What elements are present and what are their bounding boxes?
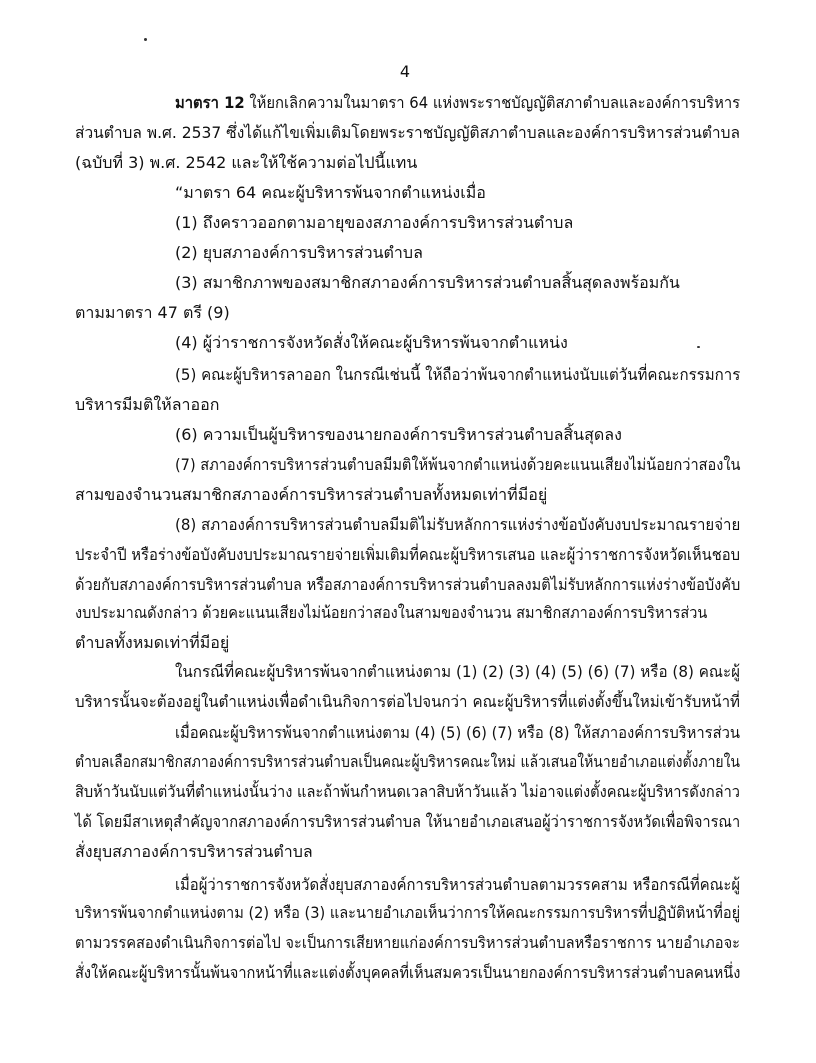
clause-8-line: งบประมาณดังกล่าว ด้วยคะแนนเสียงไม่น้อยกว่าสองในสามของจำนวน สมาชิกสภาองค์การบริหารส่วน <box>75 603 708 622</box>
intro-line-1-text: ให้ยกเลิกความในมาตรา 64 แห่งพระราชบัญญัติสภาตำบลและองค์การบริหาร <box>249 93 741 112</box>
scan-speck <box>144 38 147 41</box>
intro-line-1 <box>175 89 740 117</box>
paragraph-4-line: บริหารพ้นจากตำแหน่งตาม (2) หรือ (3) และนายอำเภอเห็นว่าการให้คณะกรรมการบริหารที่ปฏิบัติหน้าที่อยู่ <box>75 903 741 922</box>
paragraph-3-line: ตำบลเลือกสมาชิกสภาองค์การบริหารส่วนตำบลเป็นคณะผู้บริหารคณะใหม่ แล้วเสนอให้นายอำเภอแต่งตั้งภายใน <box>75 752 740 771</box>
section-12-label: มาตรา 12 <box>175 93 245 112</box>
clause-8-line: (8) สภาองค์การบริหารส่วนตำบลมีมติไม่รับหลักการแห่งร่างข้อบังคับงบประมาณรายจ่าย <box>175 515 741 534</box>
clause-8-line: ประจำปี หรือร่างข้อบังคับงบประมาณรายจ่ายเพิ่มเติมที่คณะผู้บริหารเสนอ และผู้ว่าราชการจังหวัดเห็นชอบ <box>75 545 741 564</box>
clause-8-line: ตำบลทั้งหมดเท่าที่มีอยู่ <box>75 633 230 652</box>
paragraph-4-line: สั่งให้คณะผู้บริหารนั้นพ้นจากหน้าที่และแต่งตั้งบุคคลที่เห็นสมควรเป็นนายกองค์การบริหารส่วนตำบลคนหนึ่ง <box>75 963 741 982</box>
clause-7-line: สามของจำนวนสมาชิกสภาองค์การบริหารส่วนตำบลทั้งหมดเท่าที่มีอยู่ <box>75 485 548 504</box>
clause-3-line: ตามมาตรา 47 ตรี (9) <box>75 303 230 322</box>
paragraph-2-line: บริหารนั้นจะต้องอยู่ในตำแหน่งเพื่อดำเนินกิจการต่อไปจนกว่า คณะผู้บริหารที่แต่งตั้งขึ้นใหม่เข้ารับหน้าที่ <box>75 692 740 711</box>
section-64-heading: “มาตรา 64 คณะผู้บริหารพ้นจากตำแหน่งเมื่อ <box>175 183 486 202</box>
intro-line-3: (ฉบับที่ 3) พ.ศ. 2542 และให้ใช้ความต่อไปนี้แทน <box>75 153 418 172</box>
clause-1-line: (1) ถึงคราวออกตามอายุของสภาองค์การบริหารส่วนตำบล <box>175 213 574 232</box>
paragraph-2-line: ในกรณีที่คณะผู้บริหารพ้นจากตำแหน่งตาม (1) (2) (3) (4) (5) (6) (7) หรือ (8) คณะผู้ <box>175 662 740 681</box>
clause-7-line: (7) สภาองค์การบริหารส่วนตำบลมีมติให้พ้นจากตำแหน่งด้วยคะแนนเสียงไม่น้อยกว่าสองใน <box>175 455 741 474</box>
clause-6-line: (6) ความเป็นผู้บริหารของนายกองค์การบริหารส่วนตำบลสิ้นสุดลง <box>175 425 622 444</box>
clause-3-line: (3) สมาชิกภาพของสมาชิกสภาองค์การบริหารส่วนตำบลสิ้นสุดลงพร้อมกัน <box>175 273 680 292</box>
paragraph-3-line: สั่งยุบสภาองค์การบริหารส่วนตำบล <box>75 842 313 861</box>
intro-line-2: ส่วนตำบล พ.ศ. 2537 ซึ่งได้แก้ไขเพิ่มเติมโดยพระราชบัญญัติสภาตำบลและองค์การบริหารส่วนตำบล <box>75 123 740 142</box>
clause-2-line: (2) ยุบสภาองค์การบริหารส่วนตำบล <box>175 243 423 262</box>
paragraph-4-line: ตามวรรคสองดำเนินกิจการต่อไป จะเป็นการเสียหายแก่องค์การบริหารส่วนตำบลหรือราชการ นายอำเภอจะ <box>75 933 740 952</box>
paragraph-3-line: ได้ โดยมีสาเหตุสำคัญจากสภาองค์การบริหารส่วนตำบล ให้นายอำเภอเสนอผู้ว่าราชการจังหวัดเพื่อพิจารณา <box>75 812 741 831</box>
clause-5-line: (5) คณะผู้บริหารลาออก ในกรณีเช่นนี้ ให้ถือว่าพ้นจากตำแหน่งนับแต่วันที่คณะกรรมการ <box>175 365 741 384</box>
clause-4-line: (4) ผู้ว่าราชการจังหวัดสั่งให้คณะผู้บริหารพ้นจากตำแหน่ง <box>175 333 568 352</box>
clause-8-line: ด้วยกับสภาองค์การบริหารส่วนตำบล หรือสภาองค์การบริหารส่วนตำบลลงมติไม่รับหลักการแห่งร่างข้อบังคับ <box>75 575 741 594</box>
page-number: 4 <box>399 62 411 81</box>
paragraph-3-line: สิบห้าวันนับแต่วันที่ตำแหน่งนั้นว่าง และถ้าพ้นกำหนดเวลาสิบห้าวันแล้ว ไม่อาจแต่งตั้งคณะผู้บริหารดังกล่าว <box>75 782 740 801</box>
paragraph-4-line: เมื่อผู้ว่าราชการจังหวัดสั่งยุบสภาองค์การบริหารส่วนตำบลตามวรรคสาม หรือกรณีที่คณะผู้ <box>175 875 740 894</box>
paragraph-3-line: เมื่อคณะผู้บริหารพ้นจากตำแหน่งตาม (4) (5) (6) (7) หรือ (8) ให้สภาองค์การบริหารส่วน <box>175 723 740 742</box>
clause-5-line: บริหารมีมติให้ลาออก <box>75 395 220 414</box>
